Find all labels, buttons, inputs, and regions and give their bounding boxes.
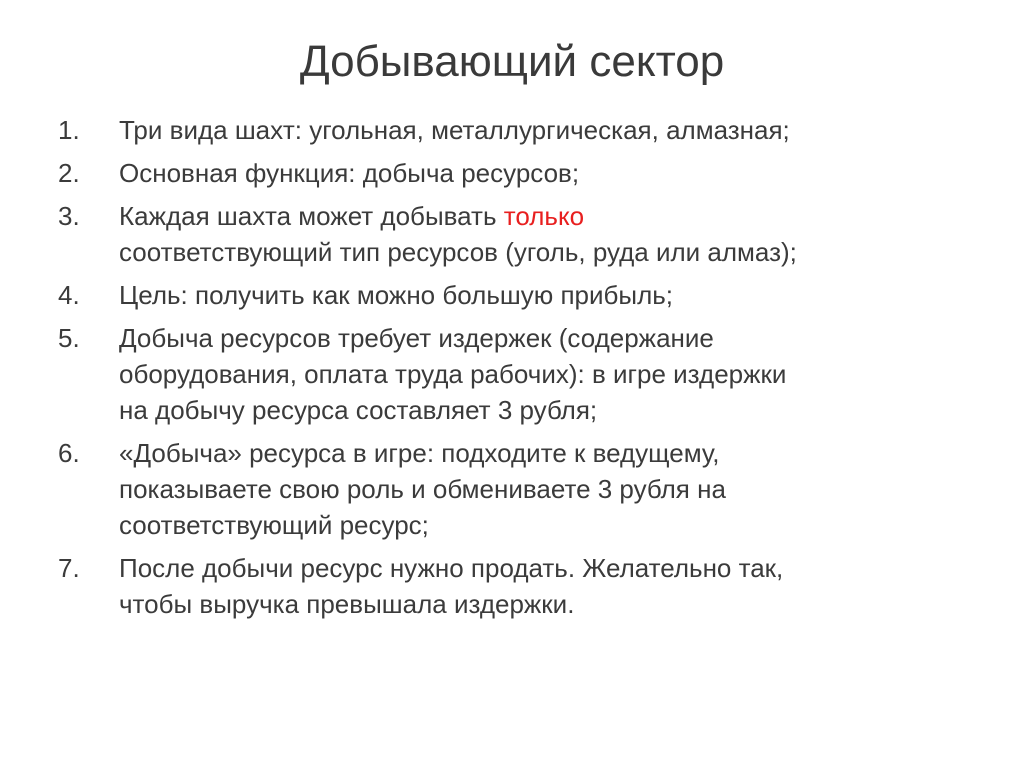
list-number: 4.	[58, 280, 80, 310]
text-line	[119, 198, 988, 234]
list-number: 1.	[58, 115, 80, 145]
text-line: показываете свою роль и обмениваете 3 рубля на	[119, 474, 726, 504]
text-segment: Каждая шахта может добывать	[119, 201, 504, 231]
list-item-text	[119, 112, 988, 148]
list-item-3	[58, 198, 988, 270]
list-item-7	[58, 550, 988, 622]
list-item-text	[119, 155, 988, 191]
list-item-text	[119, 550, 988, 622]
list-item-2	[58, 155, 988, 191]
list-item-text	[119, 435, 988, 543]
text-line: соответствующий ресурс;	[119, 510, 429, 540]
list-number: 2.	[58, 158, 80, 188]
list-item-5	[58, 320, 988, 428]
text-line: После добычи ресурс нужно продать. Желательно так,	[119, 553, 784, 583]
list-item-1	[58, 112, 988, 148]
text-line: на добычу ресурса составляет 3 рубля;	[119, 395, 598, 425]
text-line: соответствующий тип ресурсов (уголь, руда или алмаз);	[119, 237, 797, 267]
text-line: Основная функция: добыча ресурсов;	[119, 158, 580, 188]
list-number: 5.	[58, 323, 80, 353]
list-item-text	[119, 198, 988, 270]
list-number: 3.	[58, 201, 80, 231]
list-item-4	[58, 277, 988, 313]
text-line: чтобы выручка превышала издержки.	[119, 589, 575, 619]
highlighted-word: только	[503, 201, 585, 231]
list-item-text	[119, 277, 988, 313]
list-number: 7.	[58, 553, 80, 583]
text-line: Цель: получить как можно большую прибыль;	[119, 280, 674, 310]
numbered-list	[58, 112, 988, 629]
list-item-6	[58, 435, 988, 543]
slide-title: Добывающий сектор	[299, 37, 725, 86]
text-line: Три вида шахт: угольная, металлургическая, алмазная;	[119, 115, 790, 145]
text-line: оборудования, оплата труда рабочих): в игре издержки	[119, 359, 787, 389]
list-item-text	[119, 320, 988, 428]
list-number: 6.	[58, 438, 80, 468]
text-line: Добыча ресурсов требует издержек (содержание	[119, 323, 714, 353]
text-line: «Добыча» ресурса в игре: подходите к ведущему,	[119, 438, 720, 468]
